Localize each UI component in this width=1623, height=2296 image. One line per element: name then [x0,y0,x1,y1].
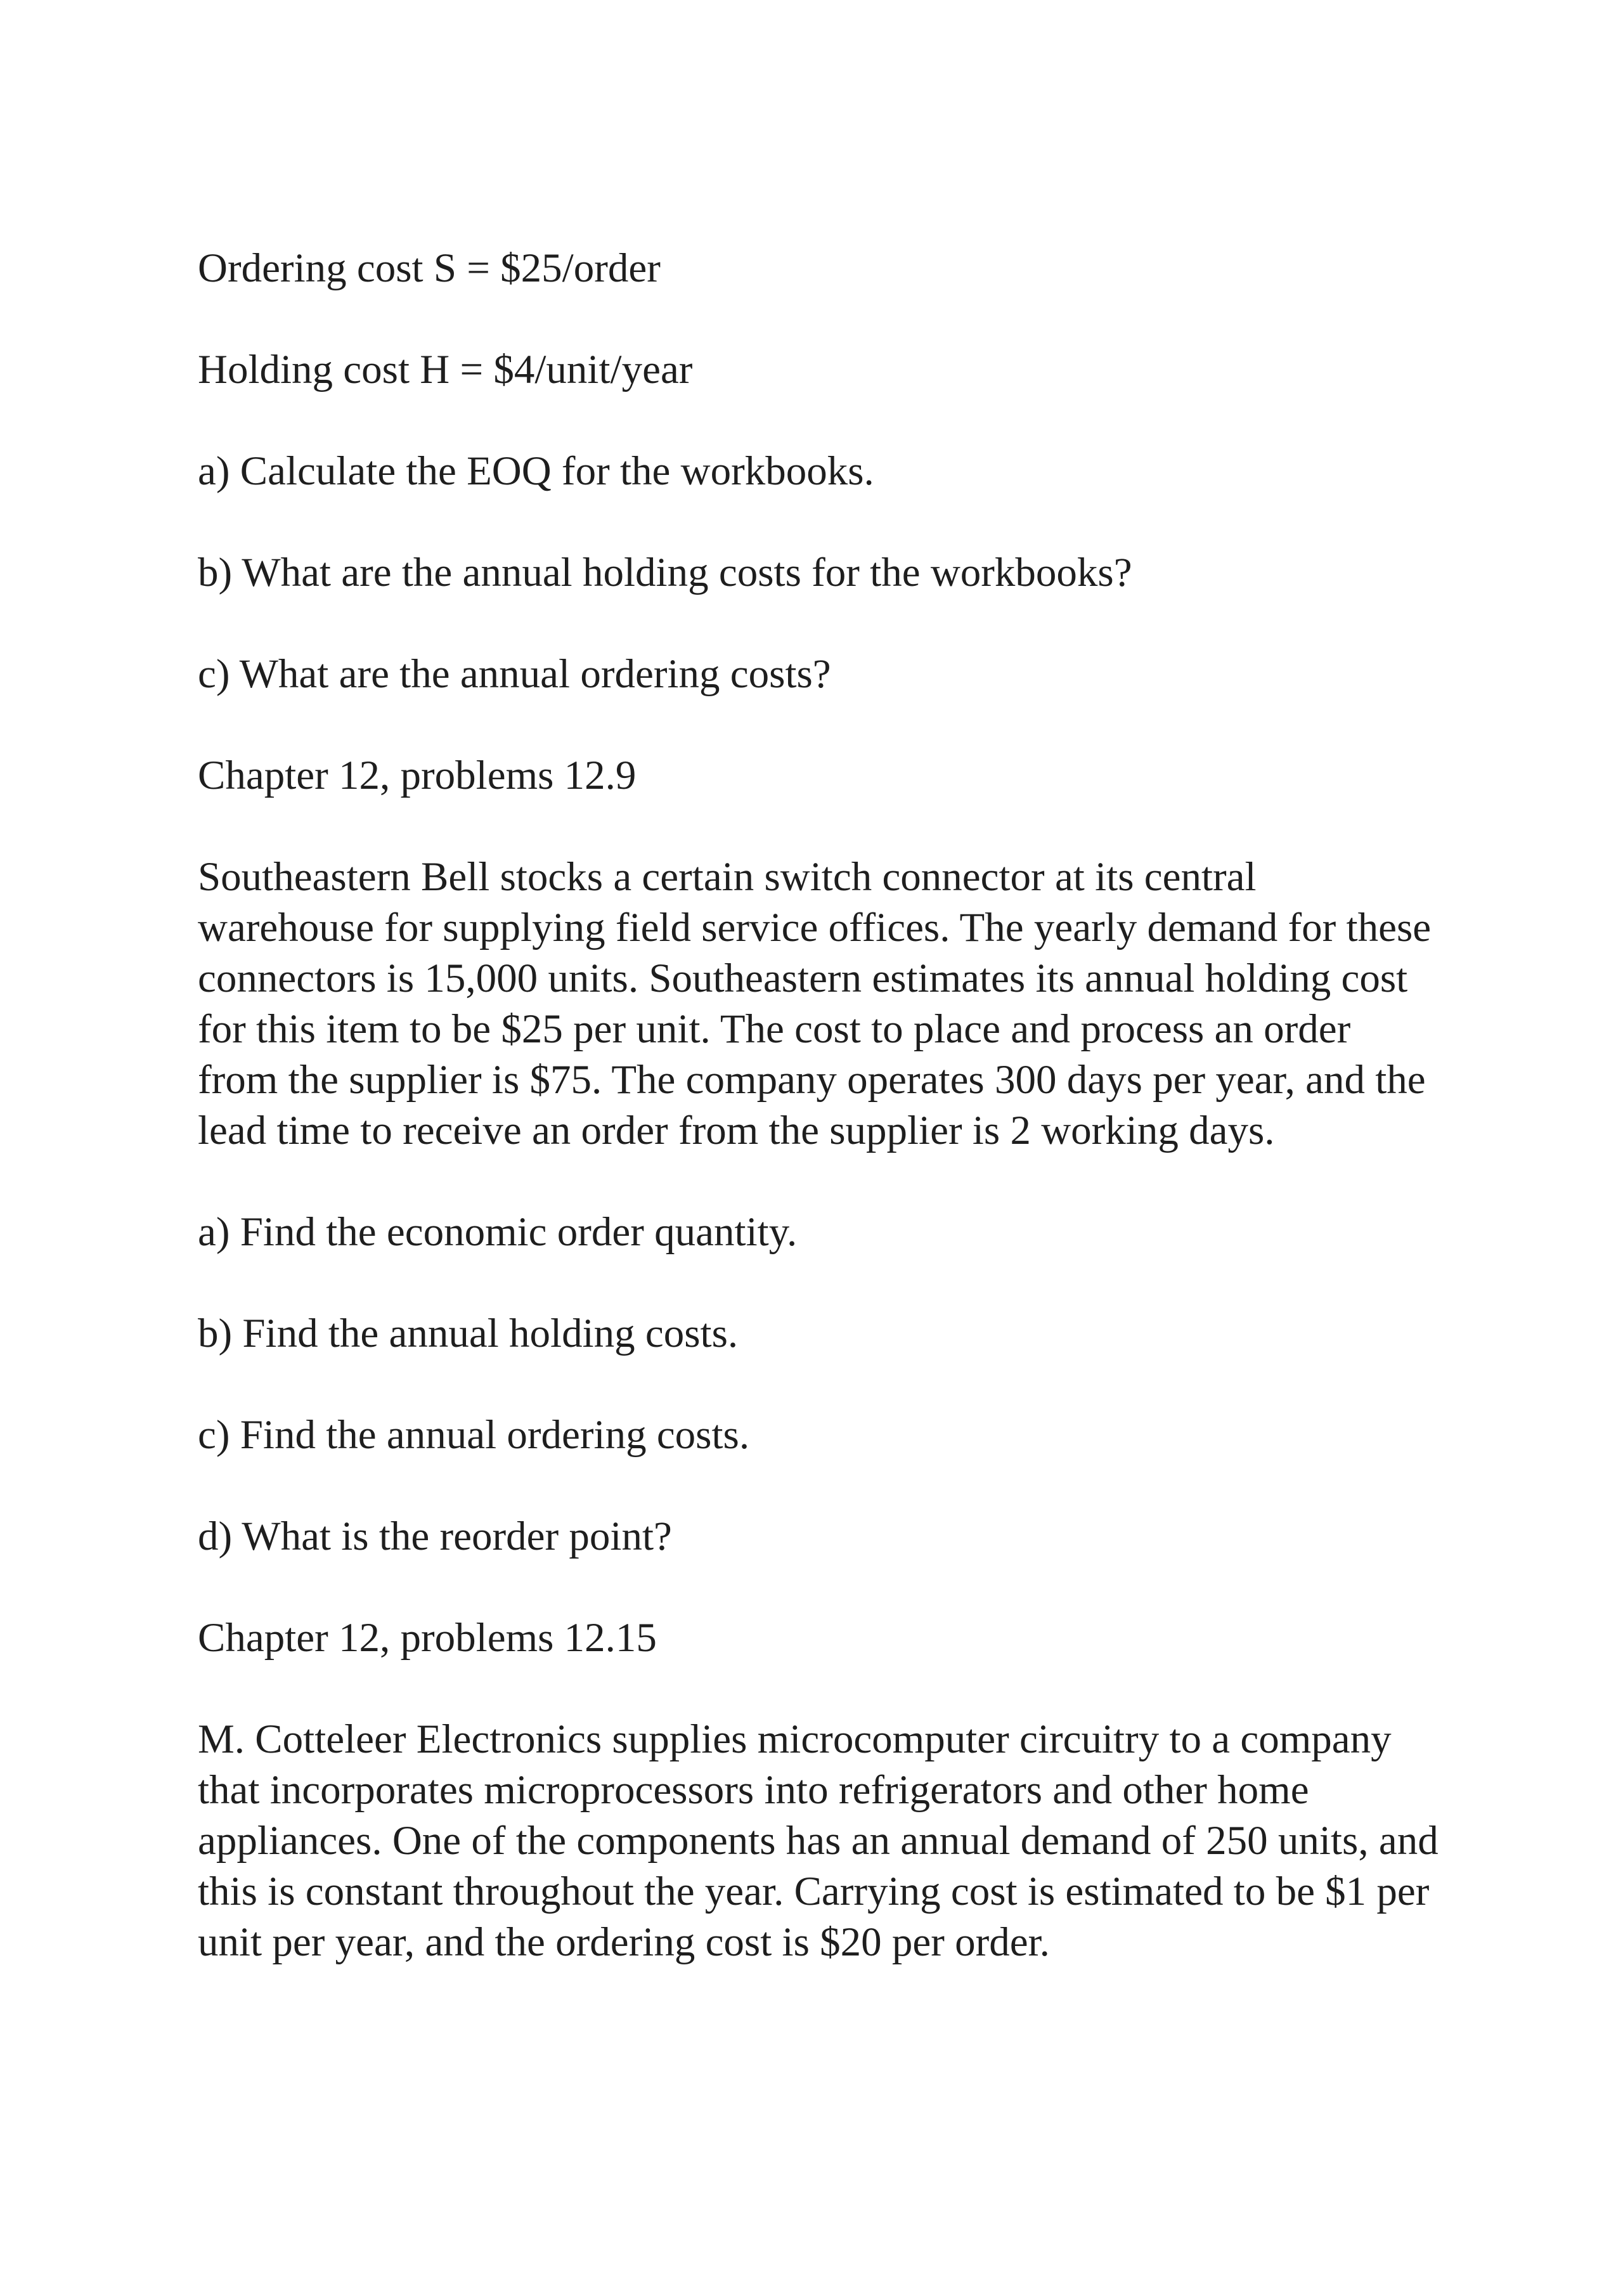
question-a-eoq: a) Calculate the EOQ for the workbooks. [198,448,874,494]
problem-12-9-text: Southeastern Bell stocks a certain switch connector at its central warehouse for supplying field service offices. The yearly demand for these connectors is 15,000 units. Southeastern estimates its annual holding cost for this item to be $25 per unit. The cost to place and process an order from the supplier is $75. The company operates 300 days per year, and the lead time to receive an order from the supplier is 2 working days. [198,854,1432,1153]
question-c-ordering-2: c) Find the annual ordering costs. [198,1412,750,1458]
question-a-eoq-2: a) Find the economic order quantity. [198,1209,798,1255]
problem-12-15-text: M. Cotteleer Electronics supplies microcomputer circuitry to a company that incorporates microprocessors into refrigerators and other home appliances. One of the components has an annual demand of 250 units, and this is constant throughout the year. Carrying cost is estimated to be $1 per unit per year, and the ordering cost is $20 per order. [198,1716,1439,1965]
holding-cost-line: Holding cost H = $4/unit/year [198,347,693,392]
chapter-heading-12-9: Chapter 12, problems 12.9 [198,753,637,798]
question-b-holding-2: b) Find the annual holding costs. [198,1311,739,1356]
chapter-heading-12-15: Chapter 12, problems 12.15 [198,1615,657,1661]
document-body [198,243,1440,2018]
question-b-holding: b) What are the annual holding costs for the workbooks? [198,550,1132,595]
ordering-cost-line: Ordering cost S = $25/order [198,245,661,291]
question-c-ordering: c) What are the annual ordering costs? [198,651,831,697]
question-d-reorder: d) What is the reorder point? [198,1514,672,1559]
